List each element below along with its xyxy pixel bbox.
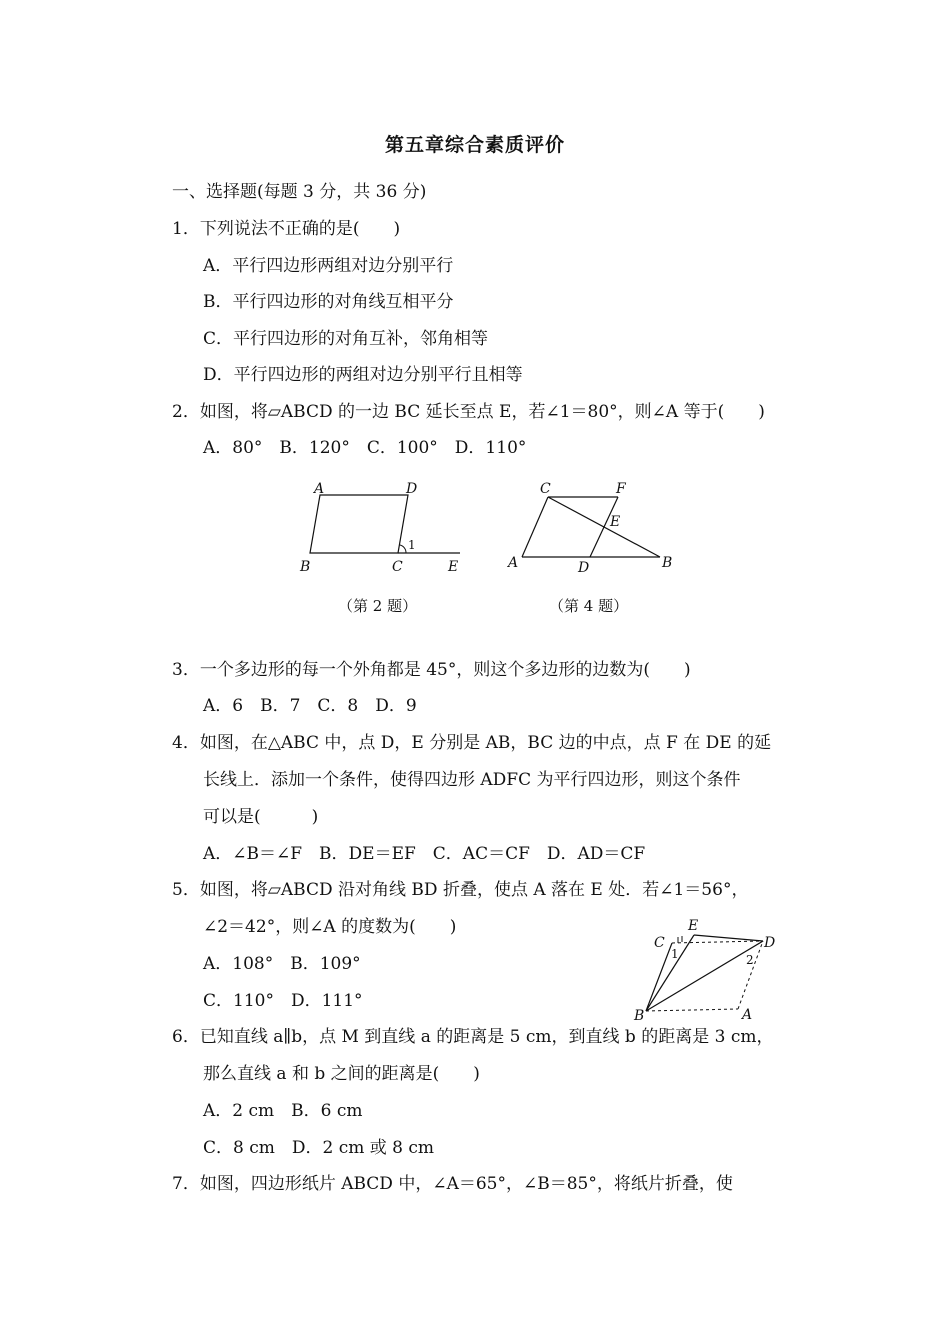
q4-label-b: B <box>662 555 673 571</box>
q3-stem: 3．一个多边形的每一个外角都是 45°，则这个多边形的边数为( ) <box>172 660 691 680</box>
q5-label-a: A <box>742 1007 753 1023</box>
q2-label-a: A <box>314 481 325 497</box>
q4-label-e: E <box>610 514 621 530</box>
q5-label-d: D <box>764 935 776 951</box>
q2-figure-caption: （第 2 题） <box>338 597 418 615</box>
q6-stem-line1: 6．已知直线 a∥b，点 M 到直线 a 的距离是 5 cm，到直线 b 的距离是 3 cm， <box>172 1027 774 1047</box>
section-heading: 一、选择题(每题 3 分，共 36 分) <box>172 182 427 202</box>
q5-label-angle-1: 1 <box>671 947 679 961</box>
q5-line-ad-dashed <box>738 941 763 1009</box>
q2-label-d: D <box>406 481 418 497</box>
q2-stem: 2．如图，将▱ABCD 的一边 BC 延长至点 E，若∠1＝80°，则∠A 等于( ) <box>172 402 765 422</box>
q4-label-d: D <box>578 560 590 576</box>
q5-figure <box>628 915 788 1025</box>
q4-label-c: C <box>540 481 551 497</box>
q4-label-f: F <box>616 481 626 497</box>
q2-figure <box>290 475 480 580</box>
q6-stem-line2: 那么直线 a 和 b 之间的距离是( ) <box>203 1064 480 1084</box>
q7-stem-line1: 7．如图，四边形纸片 ABCD 中，∠A＝65°，∠B＝85°，将纸片折叠，使 <box>172 1174 733 1194</box>
q1-option-d: D．平行四边形的两组对边分别平行且相等 <box>203 365 523 385</box>
q3-options: A．6 B．7 C．8 D．9 <box>203 696 417 716</box>
q4-stem-line1: 4．如图，在△ABC 中，点 D，E 分别是 AB，BC 边的中点，点 F 在 DE 的延 <box>172 733 772 753</box>
q6-options-row1: A．2 cm B．6 cm <box>203 1101 363 1121</box>
q6-options-row2: C．8 cm D．2 cm 或 8 cm <box>203 1138 435 1158</box>
q1-option-b: B．平行四边形的对角线互相平分 <box>203 292 454 312</box>
q5-stem-line2: ∠2＝42°，则∠A 的度数为( ) <box>203 917 457 937</box>
q5-line-cd-dashed <box>672 941 763 943</box>
q5-label-angle-2: 2 <box>746 953 754 967</box>
q4-label-a: A <box>508 555 519 571</box>
q5-label-b: B <box>634 1008 645 1024</box>
q2-label-c: C <box>392 559 403 575</box>
q2-label-e: E <box>448 559 459 575</box>
q2-label-b: B <box>300 559 311 575</box>
q5-options-row2: C．110° D．111° <box>203 991 363 1011</box>
q5-line-ed <box>694 935 763 941</box>
q5-angle-marker <box>678 936 682 943</box>
q5-options-row1: A．108° B．109° <box>203 954 361 974</box>
q2-angle-arc <box>400 545 406 553</box>
q4-figure <box>500 475 690 580</box>
q5-stem-line1: 5．如图，将▱ABCD 沿对角线 BD 折叠，使点 A 落在 E 处．若∠1＝56°， <box>172 880 749 900</box>
q1-option-c: C．平行四边形的对角互补，邻角相等 <box>203 329 489 349</box>
q5-label-e: E <box>688 918 699 934</box>
q4-line-ca <box>522 497 548 557</box>
q2-options: A．80° B．120° C．100° D．110° <box>203 438 527 458</box>
q4-stem-line3: 可以是( ) <box>203 807 319 827</box>
q4-options: A．∠B＝∠F B．DE＝EF C．AC＝CF D．AD＝CF <box>203 844 646 864</box>
page-title: 第五章综合素质评价 <box>384 134 565 156</box>
q1-stem: 1．下列说法不正确的是( ) <box>172 219 401 239</box>
q2-parallelogram <box>310 495 408 553</box>
q1-option-a: A．平行四边形两组对边分别平行 <box>203 256 454 276</box>
q4-stem-line2: 长线上．添加一个条件，使得四边形 ADFC 为平行四边形，则这个条件 <box>203 770 741 790</box>
q2-label-angle-1: 1 <box>408 538 416 552</box>
q4-figure-caption: （第 4 题） <box>549 597 629 615</box>
q5-label-c: C <box>654 935 665 951</box>
q5-line-ab-dashed <box>646 1009 738 1011</box>
q5-line-bd <box>646 941 763 1011</box>
